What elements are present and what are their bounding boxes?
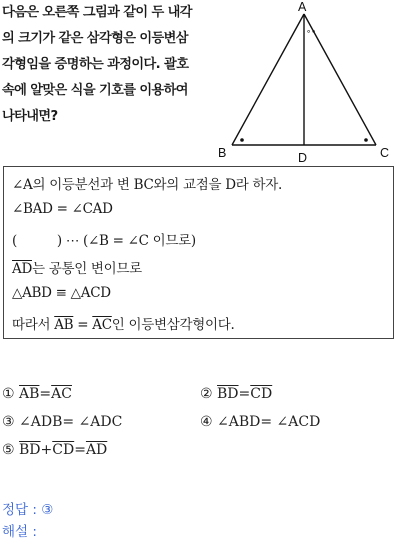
- proof-line-1: ∠A의 이등분선과 변 BC와의 교점을 D라 하자.: [12, 177, 282, 193]
- segment-ab: $\overline{AB}$: [54, 317, 74, 333]
- answer-label: 정답 :: [2, 502, 42, 518]
- question-text: [2, 0, 216, 130]
- choice-text: ∠ADB= ∠ADC: [19, 414, 123, 430]
- segment: $\overline{AC}$: [51, 386, 72, 402]
- choice-number: ⑤: [2, 442, 15, 458]
- choice-5[interactable]: [2, 442, 107, 458]
- proof-line-6: [12, 313, 234, 333]
- proof-line-2: ∠BAD = ∠CAD: [12, 201, 113, 217]
- choice-2[interactable]: [200, 386, 272, 402]
- proof-line-6-post: 인 이등변삼각형이다.: [111, 317, 235, 333]
- segment: $\overline{AD}$: [85, 442, 108, 458]
- answer-line: [2, 498, 53, 518]
- proof-line-4: [12, 257, 142, 277]
- label-c: C: [380, 146, 390, 160]
- question-line: 다음은 오른쪽 그림과 같이 두 내각: [2, 5, 192, 20]
- segment: $\overline{CD}$: [52, 442, 75, 458]
- proof-line-6-eq: =: [73, 317, 93, 333]
- choice-3[interactable]: [2, 414, 122, 430]
- side-ab: [232, 14, 304, 145]
- choice-1[interactable]: [2, 386, 72, 402]
- segment: $\overline{BD}$: [19, 442, 41, 458]
- choice-4[interactable]: [200, 414, 320, 430]
- equals-sign: =: [74, 442, 86, 458]
- segment-ad: $\overline{AD}$: [12, 261, 32, 277]
- label-b: B: [218, 146, 227, 160]
- proof-blank: ( ): [12, 233, 62, 249]
- choice-number: ①: [2, 386, 15, 402]
- equals-sign: =: [39, 386, 52, 402]
- proof-line-4-rest: 는 공통인 변이므로: [31, 261, 142, 277]
- choice-text: ∠ABD= ∠ACD: [217, 414, 321, 430]
- angle-mark-c: [364, 138, 368, 142]
- label-d: D: [298, 151, 308, 165]
- question-line: 의 크기가 같은 삼각형은 이등변삼: [2, 31, 188, 46]
- choice-number: ③: [2, 414, 15, 430]
- proof-line-3-reason: ⋯ (∠B = ∠C 이므로): [61, 233, 196, 249]
- segment: $\overline{CD}$: [250, 386, 273, 402]
- question-line: 나타내면?: [2, 109, 58, 124]
- plus-sign: +: [40, 442, 53, 458]
- question-line: 속에 알맞은 식을 기호를 이용하여: [2, 83, 188, 98]
- proof-line-3: [12, 229, 196, 249]
- answer-value: ③: [41, 502, 54, 518]
- label-a: A: [298, 0, 307, 14]
- proof-line-5: △ABD ≡ △ACD: [12, 285, 111, 301]
- proof-line-6-pre: 따라서: [12, 317, 55, 333]
- angle-mark-b: [240, 138, 244, 142]
- segment: $\overline{AB}$: [19, 386, 40, 402]
- equals-sign: =: [238, 386, 251, 402]
- explanation-label: 해설 :: [2, 524, 37, 540]
- choice-number: ④: [200, 414, 213, 430]
- segment-ac: $\overline{AC}$: [92, 317, 112, 333]
- segment: $\overline{BD}$: [217, 386, 239, 402]
- choice-number: ②: [200, 386, 213, 402]
- triangle-figure: [214, 0, 400, 165]
- angle-mark-a: ∘∘: [306, 27, 317, 36]
- question-line: 각형임을 증명하는 과정이다. 괄호: [2, 57, 189, 72]
- proof-box: [3, 166, 394, 339]
